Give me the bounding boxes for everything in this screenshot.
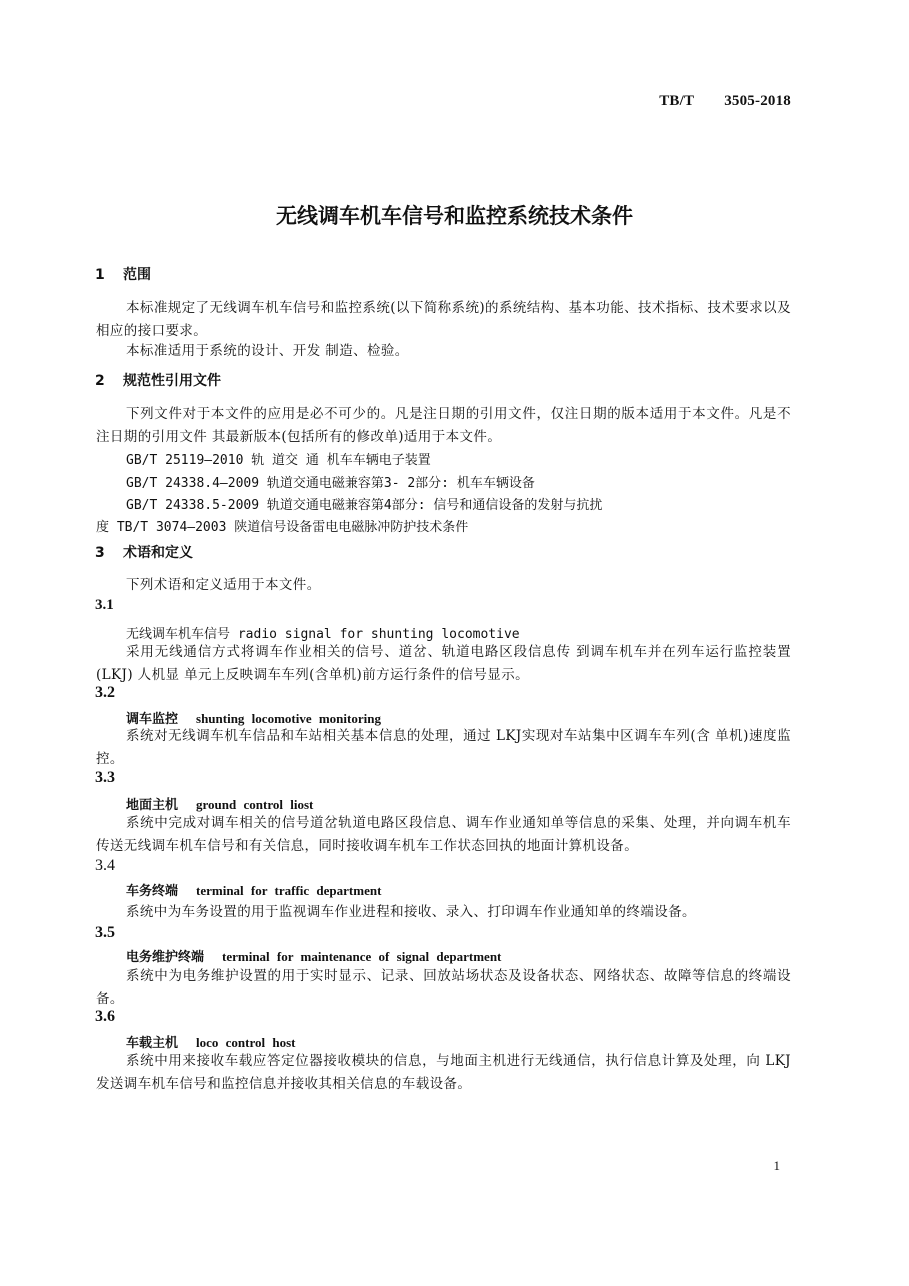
reference-item: GB/T 25119—2010 轨 道交 通 机车车辆电子装置 (126, 453, 431, 468)
document-title: 无线调车机车信号和监控系统技术条件 (276, 204, 633, 228)
term-title (126, 794, 313, 813)
term-number: 3.3 (95, 769, 115, 786)
standard-code (659, 93, 791, 110)
reference-item: GB/T 24338.5-2009 轨道交通电磁兼容第4部分: 信号和通信设备的发射与抗扰 (126, 498, 603, 513)
term-title (126, 880, 381, 899)
term-definition: 系统中为车务设置的用于监视调车作业进程和接收、录入、打印调车作业通知单的终端设备。 (126, 904, 696, 920)
term-en: terminal for traffic department (196, 883, 382, 898)
term-en: loco control host (196, 1035, 296, 1050)
reference-item: 度 TB/T 3074—2003 陕道信号设备雷电电磁脉冲防护技术条件 (96, 520, 469, 535)
term-zh: 车务终端 (126, 884, 179, 899)
term-en: terminal for maintenance of signal department (222, 949, 502, 964)
section-number: 1 (95, 267, 105, 283)
term-definition: 系统对无线调车机车信品和车站相关基本信息的处理，通过 LKJ实现对车站集中区调车车列(含 单机)速度监控。 (96, 728, 791, 767)
section-heading-2 (95, 370, 221, 390)
term-title (126, 623, 520, 642)
section-number: 3 (95, 545, 105, 561)
section-title: 规范性引用文件 (123, 373, 221, 389)
standard-prefix: TB/T (659, 93, 695, 109)
term-definition: 系统中完成对调车相关的信号道岔轨道电路区段信息、调车作业通知单等信息的采集、处理，并向调车机车传送无线调车机车信号和有关信息，同时接收调车机车工作状态回执的地面计算机设备。 (96, 815, 791, 854)
term-number: 3.1 (95, 597, 114, 613)
term-title (126, 946, 501, 965)
paragraph-scope-2: 本标准适用于系统的设计、开发 制造、检验。 (126, 343, 409, 359)
term-zh: 无线调车机车信号 (126, 627, 231, 642)
term-zh: 地面主机 (126, 798, 179, 813)
term-zh: 车载主机 (126, 1036, 179, 1051)
term-number: 3.5 (95, 924, 115, 941)
term-zh: 电务维护终端 (126, 950, 205, 965)
section-number: 2 (95, 373, 105, 389)
section-title: 范围 (123, 267, 151, 283)
standard-number: 3505-2018 (724, 93, 791, 109)
paragraph-normative-1: 下列文件对于本文件的应用是必不可少的。凡是注日期的引用文件，仅注日期的版本适用于本文件。凡是不注日期的引用文件 其最新版本(包括所有的修改单)适用于本文件。 (96, 406, 791, 445)
term-en: ground control liost (196, 797, 314, 812)
page-number: 1 (773, 1158, 780, 1173)
term-number: 3.4 (95, 857, 115, 874)
term-en: radio signal for shunting locomotive (237, 627, 520, 642)
term-definition: 采用无线通信方式将调车作业相关的信号、道岔、轨道电路区段信息传 到调车机车并在列车运行监控装置(LKJ) 人机显 单元上反映调车车列(含单机)前方运行条件的信号显示。 (96, 644, 791, 683)
term-title (126, 1032, 296, 1051)
section-heading-1 (95, 264, 151, 284)
section-heading-3 (95, 542, 193, 562)
term-definition: 系统中为电务维护设置的用于实时显示、记录、回放站场状态及设备状态、网络状态、故障等信息的终端设备。 (96, 968, 791, 1007)
term-number: 3.2 (95, 684, 115, 701)
term-definition: 系统中用来接收车载应答定位器接收模块的信息，与地面主机进行无线通信，执行信息计算及处理，向 LKJ发送调车机车信号和监控信息并接收其相关信息的车载设备。 (96, 1053, 791, 1092)
term-en: shunting locomotive monitoring (196, 711, 381, 726)
paragraph-terms-intro: 下列术语和定义适用于本文件。 (126, 577, 321, 593)
term-number: 3.6 (95, 1008, 115, 1025)
paragraph-scope-1: 本标准规定了无线调车机车信号和监控系统(以下简称系统)的系统结构、基本功能、技术指标、技术要求以及相应的接口要求。 (96, 300, 791, 339)
reference-item: GB/T 24338.4—2009 轨道交通电磁兼容第3- 2部分: 机车车辆设备 (126, 476, 535, 491)
term-zh: 调车监控 (126, 712, 179, 727)
section-title: 术语和定义 (123, 545, 193, 561)
